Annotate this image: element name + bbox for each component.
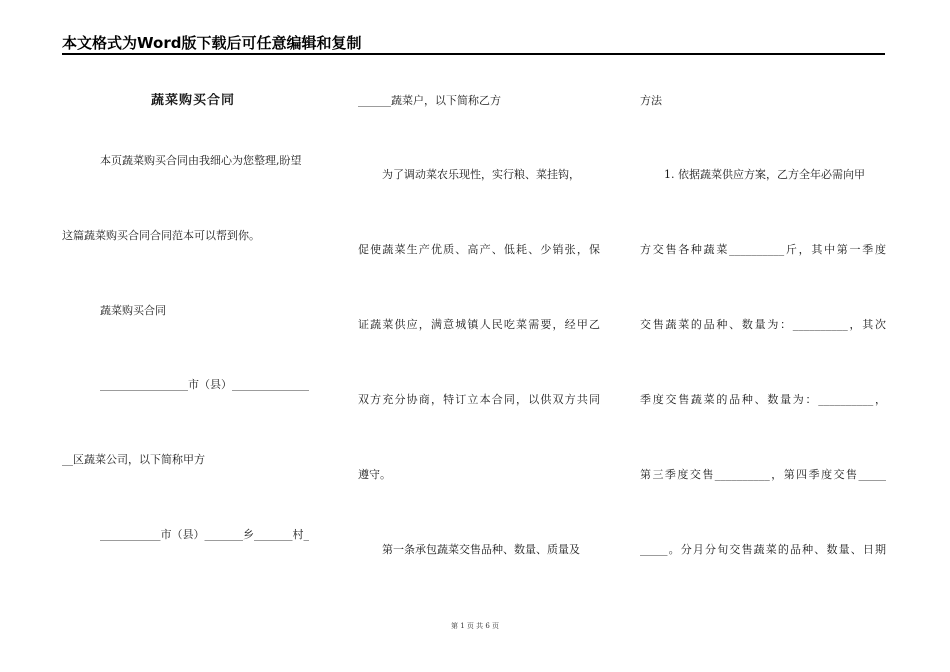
paragraph-line: 证蔬菜供应，满意城镇人民吃菜需要，经甲乙 [358, 318, 600, 331]
form-line: ___________市（县）_______乡_______村_ [100, 528, 309, 541]
form-line: ______蔬菜户，以下简称乙方 [358, 94, 501, 107]
paragraph-line: 促使蔬菜生产优质、高产、低耗、少销张，保 [358, 243, 600, 256]
document-header: 本文格式为Word版下载后可任意编辑和复制 [62, 34, 362, 52]
clause-heading: 第一条承包蔬菜交售品种、数量、质量及 [382, 543, 580, 556]
paragraph-line: _____。分月分旬交售蔬菜的品种、数量、日期 [640, 543, 886, 556]
form-line: __区蔬菜公司，以下简称甲方 [62, 453, 205, 466]
paragraph-line: 遵守。 [358, 468, 391, 481]
document-title: 蔬菜购买合同 [150, 93, 235, 108]
section-heading: 蔬菜购买合同 [100, 304, 166, 317]
paragraph-line: 双方充分协商，特订立本合同，以供双方共同 [358, 393, 600, 406]
paragraph-line: 本页蔬菜购买合同由我细心为您整理,盼望 [100, 154, 302, 167]
form-line: ________________市（县）______________ [100, 378, 309, 391]
paragraph-line: 方法 [640, 94, 662, 107]
paragraph-line: 第三季度交售__________，第四季度交售_____ [640, 468, 886, 481]
paragraph-line: 季度交售蔬菜的品种、数量为：__________， [640, 393, 886, 406]
header-divider [62, 53, 885, 55]
paragraph-line: 1. 依据蔬菜供应方案，乙方全年必需向甲 [664, 168, 865, 181]
paragraph-line: 方交售各种蔬菜__________斤，其中第一季度 [640, 243, 886, 256]
paragraph-line: 交售蔬菜的品种、数量为：__________，其次 [640, 318, 886, 331]
paragraph-line: 这篇蔬菜购买合同合同范本可以帮到你。 [62, 229, 260, 242]
page-number: 第 1 页 共 6 页 [450, 622, 500, 630]
paragraph-line: 为了调动菜农乐现性，实行粮、菜挂钩， [382, 168, 580, 181]
